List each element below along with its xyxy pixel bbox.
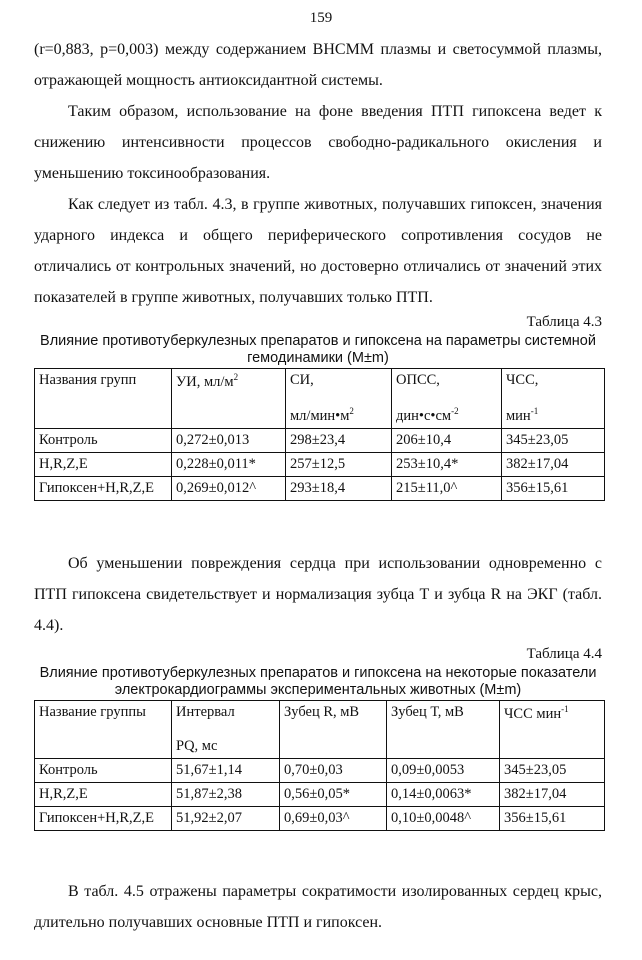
- page-number: 159: [309, 10, 333, 26]
- table-4-4-label: Таблица 4.4: [526, 646, 602, 662]
- paragraph-3: Как следует из табл. 4.3, в группе животных, получавших гипоксен, значения ударного индекса и общего периферического сопротивления сосудов не отличались от контрольных значений, но достоверно отличались от значений этих показателей в группе животных, получавших только ПТП.: [34, 196, 602, 306]
- header-si: СИ, $мл/мин•м^2$: [286, 369, 392, 429]
- header-hss: ЧСС мин$^{-1}$: [500, 701, 605, 759]
- table-row: Контроль 0,272±0,013 298±23,4 206±10,4 345±23,05: [35, 428, 605, 452]
- header-r: Зубец R, мВ: [280, 701, 387, 759]
- table-row: Гипоксен+H,R,Z,E 51,92±2,07 0,69±0,03^ 0,10±0,0048^ 356±15,61: [35, 807, 605, 831]
- paragraph-5: В табл. 4.5 отражены параметры сократимости изолированных сердец крыс, длительно получавших основные ПТП и гипоксен.: [34, 883, 602, 931]
- paragraph-2: Таким образом, использование на фоне введения ПТП гипоксена ведет к снижению интенсивности процессов свободно-радикального окисления и уменьшению токсинообразования.: [34, 103, 602, 182]
- table-row: Контроль 51,67±1,14 0,70±0,03 0,09±0,0053 345±23,05: [35, 759, 605, 783]
- header-ui: УИ, $мл/м^2$: [172, 369, 286, 429]
- header-hss: ЧСС, мин$^{-1}$: [502, 369, 605, 429]
- table-header-row: [35, 369, 605, 429]
- table-row: H,R,Z,E 0,228±0,011* 257±12,5 253±10,4* 382±17,04: [35, 452, 605, 476]
- header-opss: ОПСС, $дин•с•см^{-2}$: [392, 369, 502, 429]
- table-4-3-caption: Влияние противотуберкулезных препаратов и гипоксена на параметры системной гемодинамики (М±m): [40, 333, 596, 366]
- header-pq: Интервал PQ, мс: [172, 701, 280, 759]
- table-4-3: [34, 368, 605, 501]
- table-4-3-label: Таблица 4.3: [526, 314, 602, 330]
- paragraph-1: (r=0,883, p=0,003) между содержанием ВНСММ плазмы и светосуммой плазмы, отражающей мощность антиоксидантной системы.: [34, 41, 602, 89]
- table-4-4-caption: Влияние противотуберкулезных препаратов и гипоксена на некоторые показатели электрокардиограммы экспериментальных животных (М±m): [39, 665, 597, 698]
- table-4-4: [34, 700, 605, 831]
- table-header-row: [35, 701, 605, 759]
- header-t: Зубец Т, мВ: [387, 701, 500, 759]
- header-group: Название группы: [35, 701, 172, 759]
- table-row: H,R,Z,E 51,87±2,38 0,56±0,05* 0,14±0,0063* 382±17,04: [35, 783, 605, 807]
- table-row: Гипоксен+H,R,Z,E 0,269±0,012^ 293±18,4 215±11,0^ 356±15,61: [35, 476, 605, 500]
- paragraph-4: Об уменьшении повреждения сердца при использовании одновременно с ПТП гипоксена свидетельствует и нормализация зубца Т и зубца R на ЭКГ (табл. 4.4).: [34, 555, 602, 634]
- header-groups: Названия групп: [35, 369, 172, 429]
